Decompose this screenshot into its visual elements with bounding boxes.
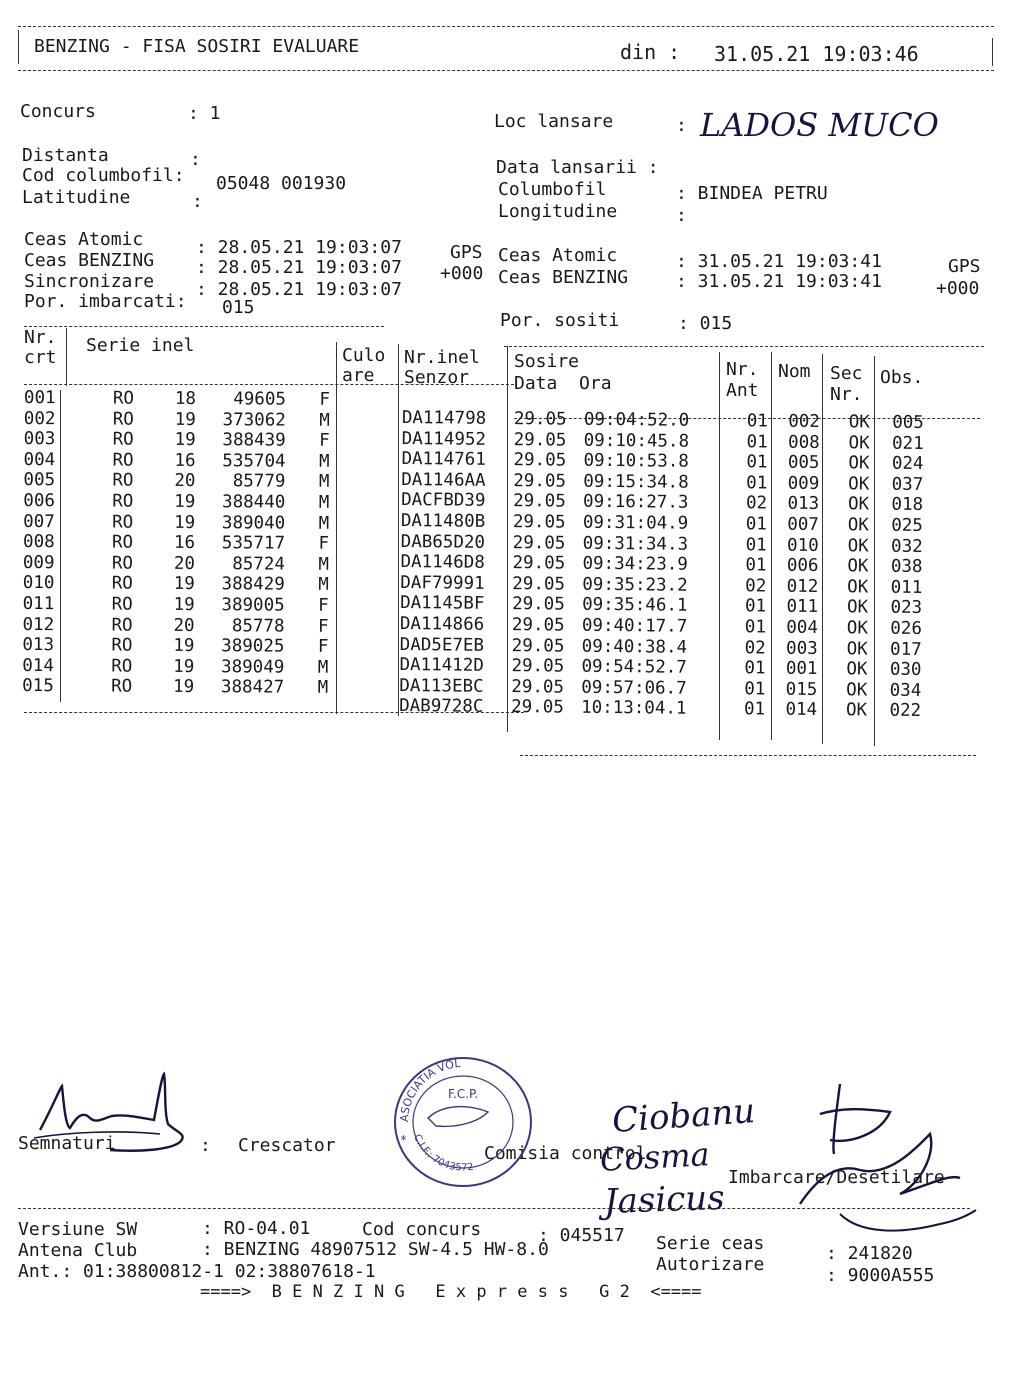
- row-time: 09:54:52.7: [581, 656, 687, 678]
- versiune-label: Versiune SW: [18, 1219, 138, 1240]
- left-sync-label: Sincronizare: [24, 271, 155, 292]
- row-crt: 009: [22, 552, 55, 573]
- row-sex: M: [318, 492, 330, 513]
- semnaturi-label: Semnaturi: [18, 1133, 116, 1154]
- stamp-top-text: ASOCIATIA VOL: [397, 1057, 462, 1123]
- row-sensor: DA11412D: [399, 655, 484, 676]
- row-nom: 008: [787, 432, 820, 453]
- row-crt: 007: [23, 511, 55, 532]
- cod-columbofil-label: Cod columbofil:: [22, 165, 185, 186]
- table-row: [23, 594, 329, 616]
- row-obs: 034: [889, 680, 922, 701]
- row-nom: 005: [787, 452, 820, 474]
- col-header-nr-ant: Nr.: [726, 359, 759, 380]
- table-row: [24, 388, 330, 410]
- stamp-middle-text: F.C.P.: [448, 1087, 479, 1101]
- loc-lansare-handwritten: LADOS MUCO: [700, 106, 939, 144]
- row-sensor: DAD5E7EB: [399, 634, 485, 656]
- row-sex: M: [318, 451, 330, 472]
- right-atomic-suffix: GPS: [948, 256, 981, 277]
- row-crt: 001: [23, 388, 56, 409]
- imbarcati-value: 015: [222, 297, 255, 318]
- row-ant: 01: [744, 679, 766, 700]
- row-nom: 004: [786, 617, 819, 638]
- row-sec: OK: [846, 618, 869, 639]
- row-year: 19: [173, 574, 195, 595]
- row-country: RO: [112, 512, 134, 533]
- stamp-star-icon: *: [400, 1133, 408, 1147]
- row-sex: F: [317, 616, 329, 637]
- row-sec: OK: [848, 412, 870, 433]
- distanta-value: :: [190, 149, 201, 170]
- row-date: 29.05: [512, 532, 566, 554]
- row-ant: 01: [746, 411, 768, 432]
- row-date: 29.05: [513, 491, 566, 512]
- row-ant: 01: [745, 534, 767, 556]
- page-title: BENZING - FISA SOSIRI EVALUARE: [34, 36, 360, 57]
- row-sensor: DA1145BF: [400, 593, 485, 615]
- row-ring-number: 388440: [222, 492, 286, 513]
- row-date: 29.05: [511, 635, 565, 657]
- row-country: RO: [111, 656, 133, 677]
- commission-signature-3: Jasicus: [603, 1177, 726, 1223]
- row-year: 19: [174, 409, 196, 430]
- row-obs: 025: [891, 515, 923, 536]
- left-atomic-label: Ceas Atomic: [24, 229, 144, 250]
- longitudine-value: :: [676, 205, 687, 226]
- col-header-senzor: Senzor: [404, 367, 470, 388]
- row-year: 19: [173, 594, 195, 615]
- right-atomic-value: : 31.05.21 19:03:41: [676, 251, 882, 272]
- row-time: 09:40:38.4: [581, 636, 688, 658]
- row-sex: M: [317, 678, 329, 699]
- row-sex: M: [318, 554, 329, 575]
- col-header-crt: crt: [24, 347, 57, 368]
- row-date: 29.05: [513, 450, 567, 471]
- row-year: 18: [174, 388, 196, 410]
- loc-lansare-label: Loc lansare: [494, 111, 614, 132]
- row-date: 29.05: [513, 470, 567, 492]
- header-bottom-rule: [18, 70, 994, 71]
- row-time: 09:31:04.9: [582, 512, 689, 534]
- header-right-border: [992, 38, 993, 66]
- row-obs: 005: [892, 412, 924, 434]
- row-time: 09:31:34.3: [582, 533, 689, 555]
- row-sex: F: [319, 389, 330, 410]
- table-row: [23, 573, 329, 595]
- row-sensor: DAB9728C: [399, 696, 484, 718]
- concurs-value: : 1: [188, 103, 221, 124]
- row-country: RO: [112, 388, 134, 409]
- row-nom: 002: [788, 411, 820, 433]
- table-row: [23, 470, 329, 492]
- bird-table-left: [22, 388, 330, 699]
- row-sensor: DACFBD39: [401, 490, 486, 512]
- row-crt: 014: [22, 655, 54, 676]
- row-year: 16: [174, 450, 196, 471]
- row-sec: OK: [845, 700, 868, 721]
- latitudine-label: Latitudine: [22, 187, 131, 208]
- concurs-label: Concurs: [20, 101, 96, 122]
- row-time: 09:40:17.7: [581, 615, 688, 637]
- row-sex: F: [317, 636, 329, 657]
- col-header-obs: Obs.: [880, 367, 924, 388]
- row-crt: 012: [22, 614, 55, 635]
- row-nom: 010: [786, 535, 819, 556]
- row-country: RO: [111, 676, 133, 697]
- right-benzing-value: : 31.05.21 19:03:41: [676, 271, 882, 292]
- row-year: 20: [173, 615, 195, 636]
- left-atomic-suffix: GPS: [450, 242, 483, 263]
- table-row: [23, 512, 329, 534]
- row-country: RO: [111, 532, 134, 553]
- row-time: 09:35:23.2: [582, 574, 688, 596]
- cod-columbofil-value: 05048 001930: [216, 173, 347, 194]
- autorizare-label: Autorizare: [656, 1254, 765, 1275]
- row-country: RO: [112, 409, 134, 430]
- row-country: RO: [111, 553, 133, 574]
- table-row: [24, 409, 330, 431]
- right-atomic-label: Ceas Atomic: [498, 245, 618, 266]
- left-benzing-label: Ceas BENZING: [24, 250, 155, 271]
- table-row: [22, 615, 328, 637]
- col-sep-culoare: [336, 342, 337, 714]
- row-sensor: DA11480B: [400, 510, 486, 532]
- row-nom: 001: [785, 658, 818, 680]
- serie-ceas-value: : 241820: [826, 1243, 913, 1264]
- row-ring-number: 389005: [221, 595, 285, 616]
- row-ant: 02: [744, 637, 766, 659]
- table-row: [399, 696, 921, 722]
- row-time: 09:10:45.8: [583, 430, 690, 452]
- row-ant: 01: [744, 596, 767, 617]
- row-sex: F: [319, 430, 330, 452]
- row-nom: 014: [785, 700, 818, 721]
- longitudine-label: Longitudine: [498, 201, 618, 222]
- row-country: RO: [111, 615, 133, 636]
- row-sec: OK: [848, 474, 870, 495]
- row-ring-number: 85779: [232, 471, 286, 492]
- row-time: 09:04:52.0: [583, 409, 690, 431]
- row-sex: M: [318, 575, 329, 596]
- row-sec: OK: [847, 515, 869, 536]
- col-header-data-ora: Data Ora: [514, 373, 612, 394]
- row-sec: OK: [847, 535, 869, 557]
- row-sensor: DA114866: [399, 613, 485, 635]
- row-date: 29.05: [512, 512, 566, 533]
- row-sec: OK: [848, 432, 870, 454]
- row-ring-number: 373062: [222, 409, 286, 431]
- row-obs: 032: [890, 536, 923, 557]
- row-ant: 01: [743, 699, 766, 720]
- row-ring-number: 389040: [221, 512, 286, 534]
- report-date-value: 31.05.21 19:03:46: [714, 42, 919, 66]
- row-time: 09:10:53.8: [583, 450, 689, 472]
- row-obs: 011: [890, 577, 923, 598]
- row-crt: 002: [23, 408, 56, 429]
- row-obs: 030: [889, 659, 922, 681]
- row-year: 19: [174, 512, 196, 533]
- row-sensor: DA1146D8: [400, 552, 485, 573]
- row-sec: OK: [847, 494, 870, 515]
- row-sec: OK: [846, 597, 869, 618]
- row-ant: 01: [744, 658, 766, 679]
- loc-lansare-colon: :: [676, 115, 687, 136]
- row-sensor: DAF79991: [400, 572, 485, 594]
- right-benzing-suffix: +000: [936, 278, 980, 299]
- row-sec: OK: [846, 638, 868, 660]
- row-date: 29.05: [511, 615, 565, 636]
- row-date: 29.05: [511, 656, 565, 677]
- row-date: 29.05: [511, 676, 565, 698]
- row-crt: 004: [23, 449, 56, 470]
- row-crt: 003: [23, 429, 56, 450]
- left-benzing-value: : 28.05.21 19:03:07: [196, 257, 402, 278]
- row-obs: 018: [891, 495, 924, 516]
- row-country: RO: [112, 491, 134, 512]
- cod-concurs-value: : 045517: [538, 1225, 625, 1246]
- row-year: 19: [173, 636, 195, 657]
- row-nom: 013: [787, 494, 820, 515]
- col-header-serie: Serie inel: [86, 335, 195, 356]
- row-sensor: DA114761: [401, 449, 486, 470]
- row-nom: 012: [786, 576, 819, 597]
- sositi-label: Por. sositi: [500, 310, 620, 331]
- data-lansarii-label: Data lansarii :: [496, 157, 659, 178]
- row-nom: 015: [785, 679, 818, 700]
- row-ant: 02: [745, 576, 767, 597]
- table-top-rule-right: [504, 346, 984, 347]
- row-obs: 038: [890, 556, 923, 578]
- row-obs: 037: [891, 474, 924, 495]
- row-ant: 01: [745, 555, 767, 576]
- row-crt: 013: [22, 635, 55, 656]
- imbarcare-signature: [780, 1074, 980, 1244]
- row-obs: 022: [889, 701, 922, 722]
- row-ring-number: 49605: [233, 389, 286, 410]
- antena-label: Antena Club: [18, 1240, 138, 1261]
- row-sensor: DA1146AA: [401, 469, 486, 491]
- row-date: 29.05: [513, 429, 567, 451]
- crescator-label: Crescator: [238, 1135, 336, 1156]
- row-nom: 009: [787, 473, 820, 494]
- row-crt: 005: [23, 470, 56, 491]
- row-nom: 007: [787, 514, 819, 535]
- row-time: 09:15:34.8: [583, 471, 689, 493]
- row-ant: 01: [746, 431, 768, 453]
- row-obs: 023: [890, 598, 923, 619]
- row-obs: 021: [891, 433, 924, 454]
- row-ant: 01: [745, 514, 767, 535]
- left-sync-value: : 28.05.21 19:03:07: [196, 279, 402, 300]
- col-header-sosire: Sosire: [514, 351, 580, 372]
- row-sex: M: [319, 410, 330, 431]
- col-sep-crt: [66, 328, 67, 386]
- col-header-nr: Nr.: [24, 327, 57, 348]
- row-crt: 010: [22, 573, 55, 594]
- row-date: 29.05: [512, 573, 566, 595]
- row-ring-number: 535717: [221, 533, 286, 554]
- row-nom: 011: [786, 597, 819, 618]
- row-ring-number: 388429: [221, 574, 285, 595]
- columbofil-label: Columbofil: [498, 179, 607, 200]
- row-sex: M: [318, 472, 330, 493]
- table-top-rule-left: [24, 326, 384, 327]
- row-year: 19: [174, 491, 196, 513]
- footer-rule: [18, 1208, 970, 1209]
- imbarcare-label: Imbarcare/Desetilare: [728, 1167, 945, 1188]
- row-sex: M: [318, 513, 330, 534]
- row-sex: M: [317, 657, 329, 678]
- col-header-culo: Culo: [342, 345, 386, 366]
- row-crt: 011: [22, 593, 55, 615]
- row-ring-number: 389025: [221, 636, 285, 657]
- row-time: 09:34:23.9: [582, 553, 688, 575]
- row-year: 19: [174, 430, 196, 451]
- table-row: [23, 553, 329, 575]
- row-ring-number: 388427: [220, 677, 285, 698]
- commission-signature-2: Cosma: [599, 1135, 711, 1179]
- table-row: [23, 532, 329, 554]
- col-header-sec-nr: Nr.: [830, 384, 863, 405]
- col-header-nom: Nom: [778, 361, 811, 382]
- col-header-nrinel: Nr.inel: [404, 347, 480, 368]
- ant-line: Ant.: 01:38800812-1 02:38807618-1: [18, 1261, 376, 1282]
- row-crt: 008: [22, 532, 55, 553]
- row-country: RO: [111, 635, 133, 656]
- row-ant: 01: [746, 473, 768, 494]
- row-date: 29.05: [512, 594, 565, 615]
- row-country: RO: [112, 450, 134, 471]
- row-nom: 003: [786, 638, 818, 659]
- row-country: RO: [112, 470, 134, 492]
- latitudine-value: :: [192, 191, 203, 212]
- row-year: 19: [173, 656, 195, 677]
- antena-value: : BENZING 48907512 SW-4.5 HW-8.0: [202, 1239, 549, 1260]
- row-sensor: DA113EBC: [399, 675, 484, 697]
- row-obs: 024: [891, 453, 924, 475]
- table-row: [23, 450, 329, 472]
- versiune-value: : RO-04.01: [202, 1218, 311, 1239]
- table-row: [22, 676, 328, 698]
- row-sex: F: [318, 595, 329, 616]
- right-benzing-label: Ceas BENZING: [498, 267, 629, 288]
- table-row: [22, 656, 328, 678]
- row-sec: OK: [846, 679, 868, 701]
- commission-signature-1: Ciobanu: [610, 1091, 757, 1141]
- row-date: 29.05: [511, 697, 564, 718]
- row-ring-number: 389049: [221, 656, 285, 678]
- table-row: [23, 491, 329, 513]
- row-sex: F: [318, 533, 330, 555]
- row-ant: 01: [746, 452, 768, 473]
- col-header-are: are: [342, 365, 375, 386]
- columbofil-value: : BINDEA PETRU: [676, 183, 828, 204]
- sositi-value: : 015: [678, 313, 733, 334]
- row-country: RO: [112, 429, 134, 450]
- row-ring-number: 388439: [222, 430, 286, 451]
- row-time: 09:57:06.7: [581, 677, 687, 699]
- row-time: 09:35:46.1: [582, 595, 688, 617]
- imbarcati-label: Por. imbarcati:: [24, 291, 187, 312]
- row-ant: 01: [744, 617, 767, 638]
- col-header-sec: Sec: [830, 363, 863, 384]
- header-top-rule: [18, 26, 994, 27]
- row-sec: OK: [847, 556, 869, 577]
- stamp-bottom-text: C.I.F.: 7043572: [411, 1132, 475, 1174]
- row-date: 29.05: [512, 553, 566, 574]
- row-obs: 017: [890, 639, 922, 660]
- row-sensor: DAB65D20: [400, 531, 486, 553]
- row-sensor: DA114798: [401, 408, 487, 429]
- row-ant: 02: [745, 493, 768, 514]
- serie-ceas-label: Serie ceas: [656, 1233, 765, 1254]
- row-nom: 006: [786, 555, 819, 577]
- row-date: 29.05: [513, 409, 567, 430]
- left-atomic-value: : 28.05.21 19:03:07: [196, 237, 402, 258]
- header-left-border: [18, 30, 19, 64]
- row-sec: OK: [847, 577, 869, 598]
- row-time: 10:13:04.1: [581, 698, 687, 720]
- col-header-ant: Ant: [726, 380, 759, 401]
- club-stamp: [388, 1052, 538, 1192]
- row-country: RO: [111, 594, 133, 615]
- table-bottom-rule-right: [520, 755, 976, 756]
- autorizare-value: : 9000A555: [826, 1265, 935, 1286]
- brand-line: ====> B E N Z I N G E x p r e s s G 2 <====: [200, 1282, 702, 1302]
- row-year: 16: [173, 533, 196, 554]
- row-obs: 026: [890, 618, 922, 639]
- row-sensor: DA114952: [401, 428, 487, 450]
- row-crt: 015: [22, 676, 54, 697]
- row-sec: OK: [848, 453, 870, 474]
- report-date-label: din :: [620, 40, 681, 64]
- cod-concurs-label: Cod concurs: [362, 1219, 482, 1240]
- bird-table-right: [399, 408, 924, 722]
- row-year: 20: [173, 553, 195, 574]
- row-year: 20: [174, 471, 196, 492]
- row-ring-number: 85778: [231, 615, 285, 637]
- left-benzing-suffix: +000: [440, 263, 484, 284]
- semnaturi-colon: :: [200, 1135, 211, 1156]
- distanta-label: Distanta: [22, 145, 109, 166]
- row-ring-number: 85724: [232, 554, 285, 575]
- row-crt: 006: [23, 490, 55, 512]
- row-sec: OK: [846, 659, 868, 680]
- table-row: [24, 429, 330, 451]
- comisia-control-label: Comisia control: [484, 1143, 647, 1164]
- row-country: RO: [111, 573, 133, 595]
- table-row: [22, 635, 328, 657]
- row-time: 09:16:27.3: [583, 492, 689, 514]
- row-year: 19: [173, 677, 195, 698]
- row-ring-number: 535704: [222, 450, 286, 472]
